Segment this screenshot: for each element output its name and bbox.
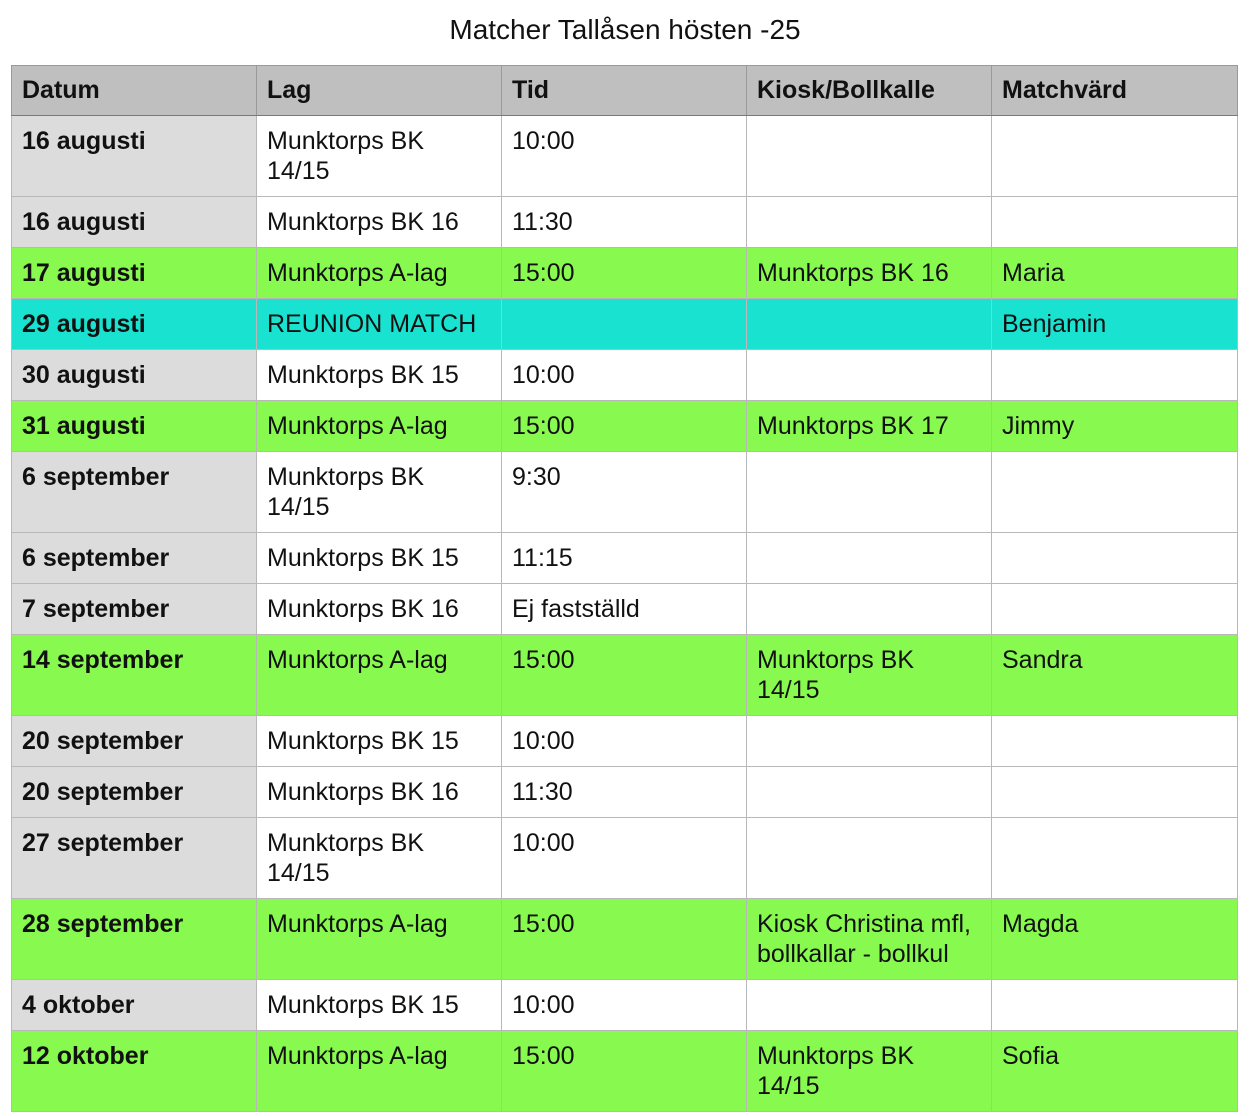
host-cell	[992, 452, 1238, 533]
time-cell: Ej fastställd	[502, 584, 747, 635]
table-row	[12, 401, 1238, 452]
kiosk-cell	[747, 980, 992, 1031]
header-row	[12, 66, 1238, 116]
date-cell: 20 september	[12, 767, 257, 818]
header-host: Matchvärd	[992, 66, 1238, 116]
date-cell: 6 september	[12, 533, 257, 584]
date-cell: 29 augusti	[12, 299, 257, 350]
time-cell: 9:30	[502, 452, 747, 533]
time-cell: 15:00	[502, 899, 747, 980]
table-row	[12, 980, 1238, 1031]
host-cell	[992, 980, 1238, 1031]
header-team: Lag	[257, 66, 502, 116]
team-cell: Munktorps A-lag	[257, 401, 502, 452]
team-cell: Munktorps BK 16	[257, 584, 502, 635]
host-cell	[992, 350, 1238, 401]
date-cell: 6 september	[12, 452, 257, 533]
table-row	[12, 818, 1238, 899]
table-row	[12, 716, 1238, 767]
host-cell	[992, 818, 1238, 899]
time-cell: 15:00	[502, 635, 747, 716]
table-row	[12, 1031, 1238, 1112]
team-cell: Munktorps A-lag	[257, 635, 502, 716]
time-cell: 11:15	[502, 533, 747, 584]
team-cell: REUNION MATCH	[257, 299, 502, 350]
time-cell: 11:30	[502, 197, 747, 248]
date-cell: 14 september	[12, 635, 257, 716]
date-cell: 31 augusti	[12, 401, 257, 452]
time-cell: 10:00	[502, 350, 747, 401]
header-date: Datum	[12, 66, 257, 116]
host-cell: Sandra	[992, 635, 1238, 716]
time-cell: 15:00	[502, 401, 747, 452]
host-cell	[992, 716, 1238, 767]
kiosk-cell: Munktorps BK 17	[747, 401, 992, 452]
time-cell: 10:00	[502, 116, 747, 197]
time-cell	[502, 299, 747, 350]
date-cell: 17 augusti	[12, 248, 257, 299]
header-kiosk: Kiosk/Bollkalle	[747, 66, 992, 116]
host-cell: Benjamin	[992, 299, 1238, 350]
table-row	[12, 350, 1238, 401]
time-cell: 15:00	[502, 1031, 747, 1112]
host-cell	[992, 197, 1238, 248]
host-cell: Magda	[992, 899, 1238, 980]
table-row	[12, 197, 1238, 248]
page-title: Matcher Tallåsen hösten -25	[449, 14, 801, 45]
host-cell	[992, 767, 1238, 818]
team-cell: Munktorps BK 15	[257, 533, 502, 584]
table-row	[12, 584, 1238, 635]
table-row	[12, 533, 1238, 584]
table-row	[12, 899, 1238, 980]
kiosk-cell: Munktorps BK 14/15	[747, 635, 992, 716]
date-cell: 20 september	[12, 716, 257, 767]
kiosk-cell	[747, 116, 992, 197]
team-cell: Munktorps A-lag	[257, 899, 502, 980]
table-row	[12, 635, 1238, 716]
team-cell: Munktorps BK 15	[257, 980, 502, 1031]
kiosk-cell	[747, 767, 992, 818]
time-cell: 11:30	[502, 767, 747, 818]
kiosk-cell	[747, 533, 992, 584]
host-cell	[992, 584, 1238, 635]
date-cell: 4 oktober	[12, 980, 257, 1031]
table-row	[12, 299, 1238, 350]
table-row	[12, 248, 1238, 299]
date-cell: 28 september	[12, 899, 257, 980]
time-cell: 10:00	[502, 818, 747, 899]
host-cell: Maria	[992, 248, 1238, 299]
host-cell: Jimmy	[992, 401, 1238, 452]
host-cell	[992, 116, 1238, 197]
table-row	[12, 767, 1238, 818]
kiosk-cell: Munktorps BK 14/15	[747, 1031, 992, 1112]
date-cell: 30 augusti	[12, 350, 257, 401]
time-cell: 10:00	[502, 980, 747, 1031]
team-cell: Munktorps BK 14/15	[257, 116, 502, 197]
kiosk-cell	[747, 716, 992, 767]
table-row	[12, 452, 1238, 533]
host-cell	[992, 533, 1238, 584]
table-row	[12, 116, 1238, 197]
kiosk-cell: Kiosk Christina mfl, bollkallar - bollkul	[747, 899, 992, 980]
time-cell: 10:00	[502, 716, 747, 767]
team-cell: Munktorps A-lag	[257, 248, 502, 299]
team-cell: Munktorps BK 15	[257, 350, 502, 401]
date-cell: 16 augusti	[12, 197, 257, 248]
match-schedule-table	[11, 65, 1238, 1112]
kiosk-cell: Munktorps BK 16	[747, 248, 992, 299]
time-cell: 15:00	[502, 248, 747, 299]
team-cell: Munktorps BK 15	[257, 716, 502, 767]
kiosk-cell	[747, 584, 992, 635]
kiosk-cell	[747, 452, 992, 533]
date-cell: 16 augusti	[12, 116, 257, 197]
team-cell: Munktorps BK 16	[257, 767, 502, 818]
kiosk-cell	[747, 197, 992, 248]
kiosk-cell	[747, 299, 992, 350]
date-cell: 12 oktober	[12, 1031, 257, 1112]
kiosk-cell	[747, 818, 992, 899]
kiosk-cell	[747, 350, 992, 401]
team-cell: Munktorps BK 14/15	[257, 818, 502, 899]
host-cell: Sofia	[992, 1031, 1238, 1112]
date-cell: 27 september	[12, 818, 257, 899]
team-cell: Munktorps BK 14/15	[257, 452, 502, 533]
header-time: Tid	[502, 66, 747, 116]
date-cell: 7 september	[12, 584, 257, 635]
team-cell: Munktorps BK 16	[257, 197, 502, 248]
team-cell: Munktorps A-lag	[257, 1031, 502, 1112]
